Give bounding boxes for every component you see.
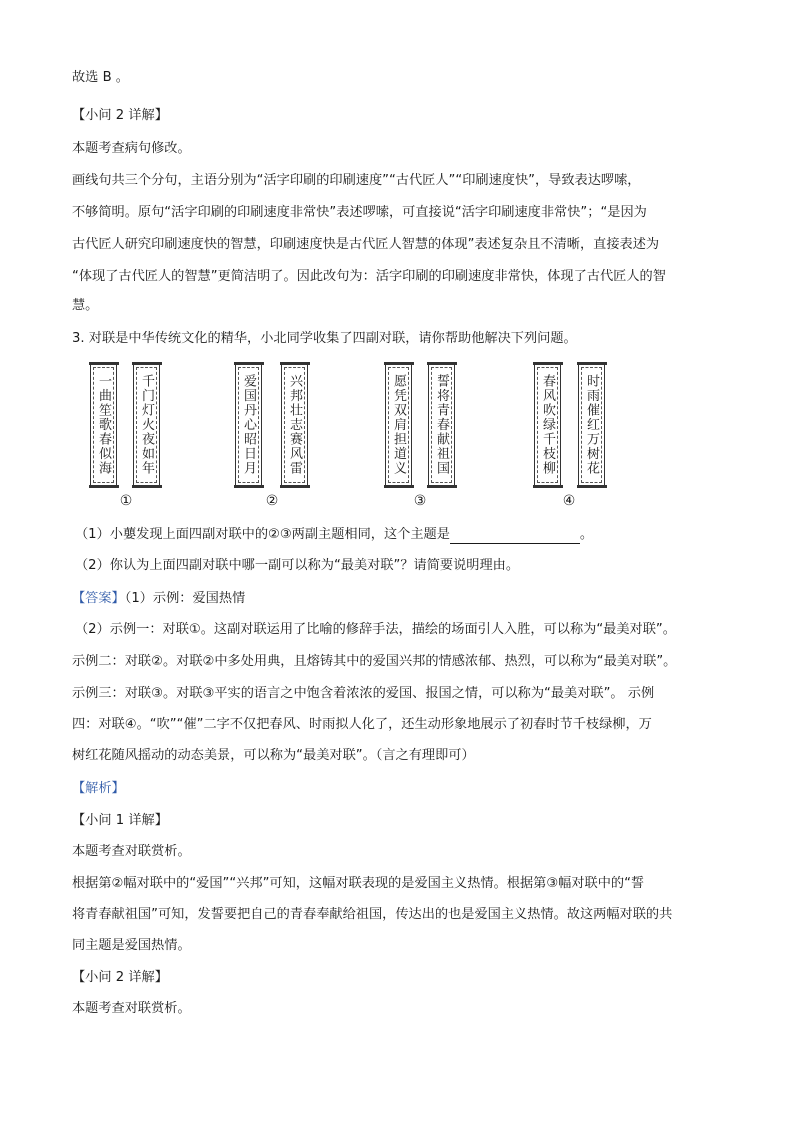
text-line: 画线句共三个分句，主语分别为“活字印刷的印刷速度”“古代匠人”“印刷速度快”，导致表达啰嗦，: [72, 173, 641, 188]
text-line: 示例三：对联③。对联③平实的语言之中饱含着浓浓的爱国、报国之情，可以称为“最美对联”。 示例: [72, 686, 655, 701]
answer-blank[interactable]: [450, 529, 580, 544]
couplet-2-left-scroll: 爱国丹心昭日月: [235, 364, 262, 486]
text-line: 慧。: [72, 298, 99, 313]
text-line: 同主题是爱国热情。: [72, 938, 191, 953]
text-line: 本题考查对联赏析。: [72, 1001, 191, 1016]
section-heading: 【小问 2 详解】: [72, 108, 168, 123]
text-line: 将青春献祖国”可知，发誓要把自己的青春奉献给祖国，传达出的也是爱国主义热情。故这两幅对联的共: [72, 907, 673, 922]
couplet-2-right-scroll: 兴邦壮志赛风雷: [281, 364, 308, 486]
text-line: 根据第②幅对联中的“爱国”“兴邦”可知，这幅对联表现的是爱国主义热情。根据第③幅对联中的“誓: [72, 876, 645, 891]
sub-question-2: （2）你认为上面四副对联中哪一副可以称为“最美对联”？请简要说明理由。: [75, 558, 520, 573]
analysis-tag: 【解析】: [72, 781, 125, 796]
couplet-3-right-scroll: 誓将青春献祖国: [428, 364, 455, 486]
section-heading: 【小问 1 详解】: [72, 813, 168, 828]
text-line: 树红花随风摇动的动态美景，可以称为“最美对联”。（言之有理即可）: [72, 748, 475, 763]
text-line: 示例二：对联②。对联②中多处用典，且熔铸其中的爱国兴邦的情感浓郁、热烈，可以称为“最美对联”。: [72, 654, 677, 669]
couplet-3-label: ③: [413, 493, 427, 509]
answer-tag: 【答案】: [72, 591, 125, 606]
couplet-1-right-scroll: 千门灯火夜如年: [133, 364, 160, 486]
section-heading: 【小问 2 详解】: [72, 970, 168, 985]
couplet-4-right-scroll: 时雨催红万树花: [578, 364, 605, 486]
couplet-1-label: ①: [119, 493, 133, 509]
text-line: 四：对联④。“吹”“催”二字不仅把春风、时雨拟人化了，还生动形象地展示了初春时节千枝绿柳，万: [72, 717, 652, 732]
answer-line: 【答案】（1）示例：爱国热情: [72, 591, 246, 606]
text-line: 本题考查病句修改。: [72, 141, 191, 156]
couplet-4-left-scroll: 春风吹绿千枝柳: [534, 364, 561, 486]
text-line: 不够简明。原句“活字印刷的印刷速度非常快”表述啰嗦，可直接说“活字印刷速度非常快”；“是因为: [72, 205, 647, 220]
text-line: 古代匠人研究印刷速度快的智慧，印刷速度快是古代匠人智慧的体现”表述复杂且不清晰，直接表述为: [72, 237, 660, 252]
text-line: 故选 B 。: [72, 70, 129, 85]
sub-question-1: （1）小蘡发现上面四副对联中的②③两副主题相同，这个主题是 。: [75, 527, 594, 542]
couplet-1-left-scroll: 一曲笙歌春似海: [90, 364, 117, 486]
couplet-4-label: ④: [562, 493, 576, 509]
text-line: “体现了古代匠人的智慧”更简洁明了。因此改句为：活字印刷的印刷速度非常快，体现了古代匠人的智: [72, 269, 666, 284]
couplets-figure: [0, 360, 794, 515]
question-3: 3. 对联是中华传统文化的精华，小北同学收集了四副对联，请你帮助他解决下列问题。: [72, 331, 577, 346]
text-line: （2）示例一：对联①。这副对联运用了比喻的修辞手法，描绘的场面引人入胜，可以称为“最美对联”。: [75, 622, 676, 637]
couplet-3-left-scroll: 愿凭双肩担道义: [385, 364, 412, 486]
text-line: 本题考查对联赏析。: [72, 844, 191, 859]
couplet-2-label: ②: [265, 493, 279, 509]
